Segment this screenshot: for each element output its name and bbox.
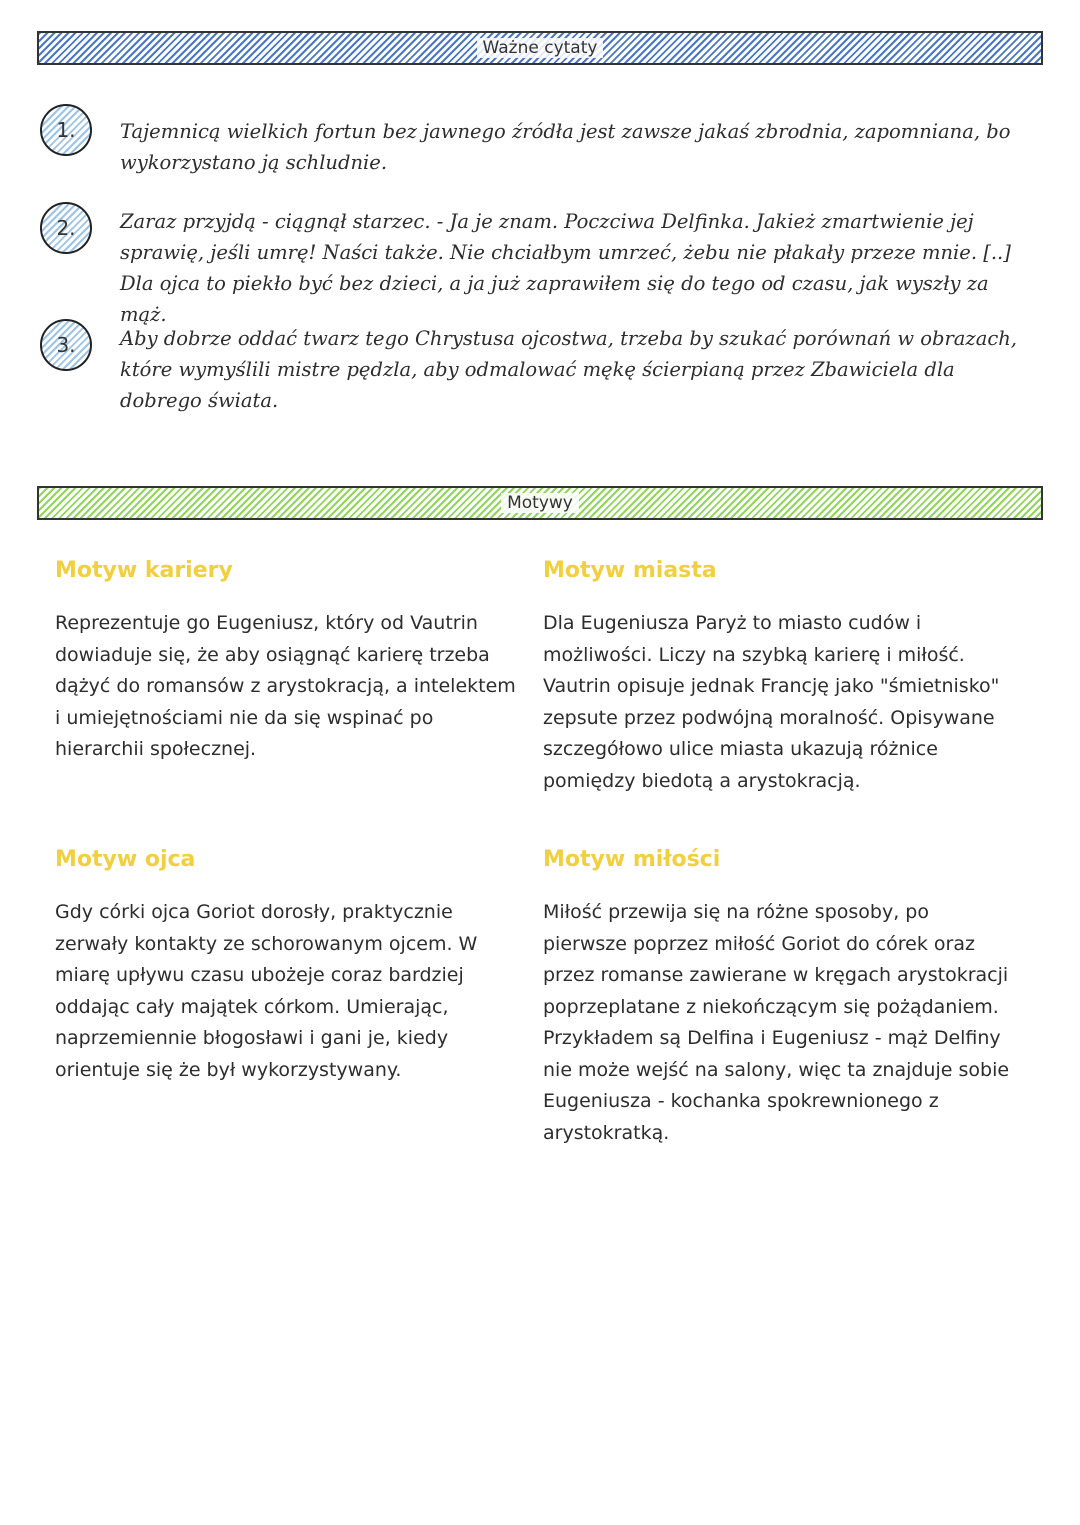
quotes-section-header xyxy=(37,31,1043,65)
motif-title: Motyw kariery xyxy=(55,558,233,583)
quote-number-badge: 2. xyxy=(40,202,92,254)
quotes-section-title: Ważne cytaty xyxy=(477,38,604,58)
motif-title: Motyw ojca xyxy=(55,847,196,872)
motif-text: Gdy córki ojca Goriot dorosły, praktycznie zerwały kontakty ze schorowanym ojcem. W miarę upływu czasu ubożeje coraz bardziej oddając cały majątek córkom. Umierając, naprzemiennie błogosławi i gani je, kiedy orientuje się że był wykorzystywany. xyxy=(55,901,478,1081)
motifs-section-title: Motywy xyxy=(501,493,579,513)
motif-title: Motyw miasta xyxy=(543,558,717,583)
motif-career xyxy=(55,556,525,766)
motif-love xyxy=(543,845,1013,1149)
quote-number-badge: 1. xyxy=(40,104,92,156)
quote-number-badge: 3. xyxy=(40,319,92,371)
quote-text: Zaraz przyjdą - ciągnął starzec. - Ja je znam. Poczciwa Delfinka. Jakież zmartwienie jej sprawię, jeśli umrę! Naści także. Nie chciałbym umrzeć, żebu nie płakały przeze mnie. [..] Dla ojca to piekło być bez dzieci, a ja już zaprawiłem się do tego od czasu, jak wyszły za mąż. xyxy=(120,210,1011,326)
motif-text: Dla Eugeniusza Paryż to miasto cudów i możliwości. Liczy na szybką karierę i miłość. Vautrin opisuje jednak Francję jako "śmietnisko" zepsute przez podwójną moralność. Opisywane szczegółowo ulice miasta ukazują różnice pomiędzy biedotą a arystokracją. xyxy=(543,612,1000,792)
quote-text: Tajemnicą wielkich fortun bez jawnego źródła jest zawsze jakaś zbrodnia, zapomniana, bo wykorzystano ją schludnie. xyxy=(120,120,1011,174)
motifs-section-header xyxy=(37,486,1043,520)
motif-father xyxy=(55,845,525,1086)
motif-title: Motyw miłości xyxy=(543,847,721,872)
motif-text: Reprezentuje go Eugeniusz, który od Vautrin dowiaduje się, że aby osiągnąć karierę trzeba dążyć do romansów z arystokracją, a intelektem i umiejętnościami nie da się wspinać po hierarchii społecznej. xyxy=(55,612,516,760)
motif-city xyxy=(543,556,1013,797)
motif-text: Miłość przewija się na różne sposoby, po pierwsze poprzez miłość Goriot do córek oraz przez romanse zawierane w kręgach arystokracji poprzeplatane z niekończącym się pożądaniem. Przykładem są Delfina i Eugeniusz - mąż Delfiny nie może wejść na salony, więc ta znajduje sobie Eugeniusza - kochanka spokrewnionego z arystokratką. xyxy=(543,901,1010,1144)
quote-text: Aby dobrze oddać twarz tego Chrystusa ojcostwa, trzeba by szukać porównań w obrazach, które wymyślili mistre pędzla, aby odmalować mękę ścierpianą przez Zbawiciela dla dobrego świata. xyxy=(120,327,1017,412)
